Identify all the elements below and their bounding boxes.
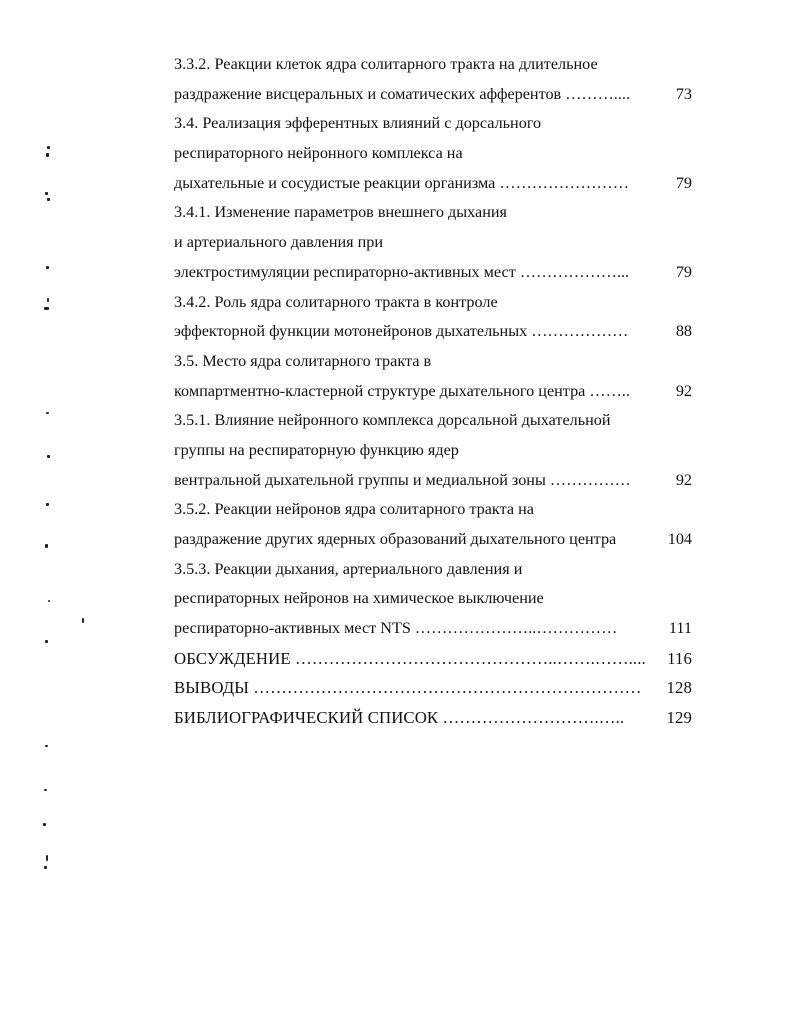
toc-entry-text: 3.4.2. Роль ядра солитарного тракта в контроле xyxy=(174,292,498,311)
toc-line xyxy=(174,347,694,377)
scan-speck xyxy=(47,198,50,201)
toc-entry-text: раздражение висцеральных и соматических афферентов ……….... xyxy=(174,84,630,103)
scan-speck xyxy=(44,789,47,791)
toc-line xyxy=(174,703,692,733)
toc-line xyxy=(174,139,694,169)
toc-entry-text: дыхательные и сосудистые реакции организма …………………… xyxy=(174,173,629,192)
toc-line xyxy=(174,436,694,466)
toc-page-number: 116 xyxy=(667,648,692,668)
toc-page-number: 129 xyxy=(666,708,692,728)
toc-entry-text: 3.5.3. Реакции дыхания, артериального давления и xyxy=(174,559,523,578)
scan-speck xyxy=(46,855,48,861)
toc-line xyxy=(174,50,694,80)
scan-speck xyxy=(46,266,49,269)
toc-line xyxy=(174,80,692,110)
scan-speck xyxy=(47,146,50,149)
toc-page-number: 128 xyxy=(666,678,692,698)
toc-entry-text: 3.3.2. Реакции клеток ядра солитарного тракта на длительное xyxy=(174,55,598,73)
toc-line xyxy=(174,644,692,674)
toc-entry-text: группы на респираторную функцию ядер xyxy=(174,440,459,459)
toc-line xyxy=(174,317,692,347)
toc-line xyxy=(174,555,694,585)
toc-entry-text: ВЫВОДЫ …………………………………………………………… xyxy=(174,678,642,698)
toc-line xyxy=(174,169,692,199)
toc-entry-text: 3.5.1. Влияние нейронного комплекса дорсальной дыхательной xyxy=(174,411,611,430)
scan-speck xyxy=(45,640,48,643)
scan-speck xyxy=(48,600,50,602)
scan-speck xyxy=(45,544,48,548)
toc-line xyxy=(174,466,692,496)
toc-entry-text: респираторных нейронов на химическое выключение xyxy=(174,589,544,608)
toc-line xyxy=(174,258,692,288)
toc-entry-text: и артериального давления при xyxy=(174,233,384,252)
toc-entry-text: раздражение других ядерных образований дыхательного центра xyxy=(174,530,617,548)
toc-line xyxy=(174,228,694,258)
scan-speck xyxy=(44,307,49,310)
scan-speck xyxy=(47,298,49,302)
toc-page-number: 111 xyxy=(668,619,692,638)
scan-speck xyxy=(43,823,46,826)
toc-entry-text: БИБЛИОГРАФИЧЕСКИЙ СПИСОК ……………………….….. xyxy=(174,708,625,728)
toc-line xyxy=(174,525,692,555)
scan-speck xyxy=(45,192,48,195)
toc-page-number: 88 xyxy=(675,322,692,341)
toc-entry-text: компартментно-кластерной структуре дыхательного центра …….. xyxy=(174,381,630,400)
toc-line xyxy=(174,288,694,318)
toc-page-number: 104 xyxy=(667,530,692,548)
scan-speck xyxy=(82,618,84,623)
toc-entry-text: электростимуляции респираторно-активных мест ………………... xyxy=(174,262,630,281)
scan-speck xyxy=(45,745,48,747)
toc-line xyxy=(174,584,694,614)
scan-speck xyxy=(46,503,49,506)
toc-page-number: 92 xyxy=(675,381,692,400)
toc-entry-text: 3.4. Реализация эфферентных влияний с дорсального xyxy=(174,114,542,133)
toc-line xyxy=(174,406,694,436)
scan-speck xyxy=(47,455,50,458)
toc-entry-text: 3.4.1. Изменение параметров внешнего дыхания xyxy=(174,203,507,222)
toc-page-number: 79 xyxy=(675,173,692,192)
toc-line xyxy=(174,673,692,703)
toc-entry-text: респираторного нейронного комплекса на xyxy=(174,144,463,163)
toc-entry-text: респираторно-активных мест NTS …………………..…………… xyxy=(174,619,618,638)
table-of-contents xyxy=(174,50,694,733)
toc-entry-text: 3.5.2. Реакции нейронов ядра солитарного тракта на xyxy=(174,500,534,519)
toc-entry-text: эффекторной функции мотонейронов дыхательных ……………… xyxy=(174,322,629,341)
toc-line xyxy=(174,377,692,407)
toc-page-number: 79 xyxy=(675,262,692,281)
toc-line xyxy=(174,198,694,228)
toc-line xyxy=(174,614,692,644)
toc-line xyxy=(174,109,694,139)
scan-speck xyxy=(44,866,47,869)
toc-page-number: 73 xyxy=(675,84,692,103)
scan-speck xyxy=(46,153,49,157)
toc-entry-text: 3.5. Место ядра солитарного тракта в xyxy=(174,351,432,370)
scan-speck xyxy=(46,412,49,414)
toc-page-number: 92 xyxy=(675,470,692,489)
toc-entry-text: ОБСУЖДЕНИЕ ………………………………………..…….…….... xyxy=(174,648,646,668)
toc-entry-text: вентральной дыхательной группы и медиальной зоны …………… xyxy=(174,470,631,489)
toc-line xyxy=(174,495,694,525)
